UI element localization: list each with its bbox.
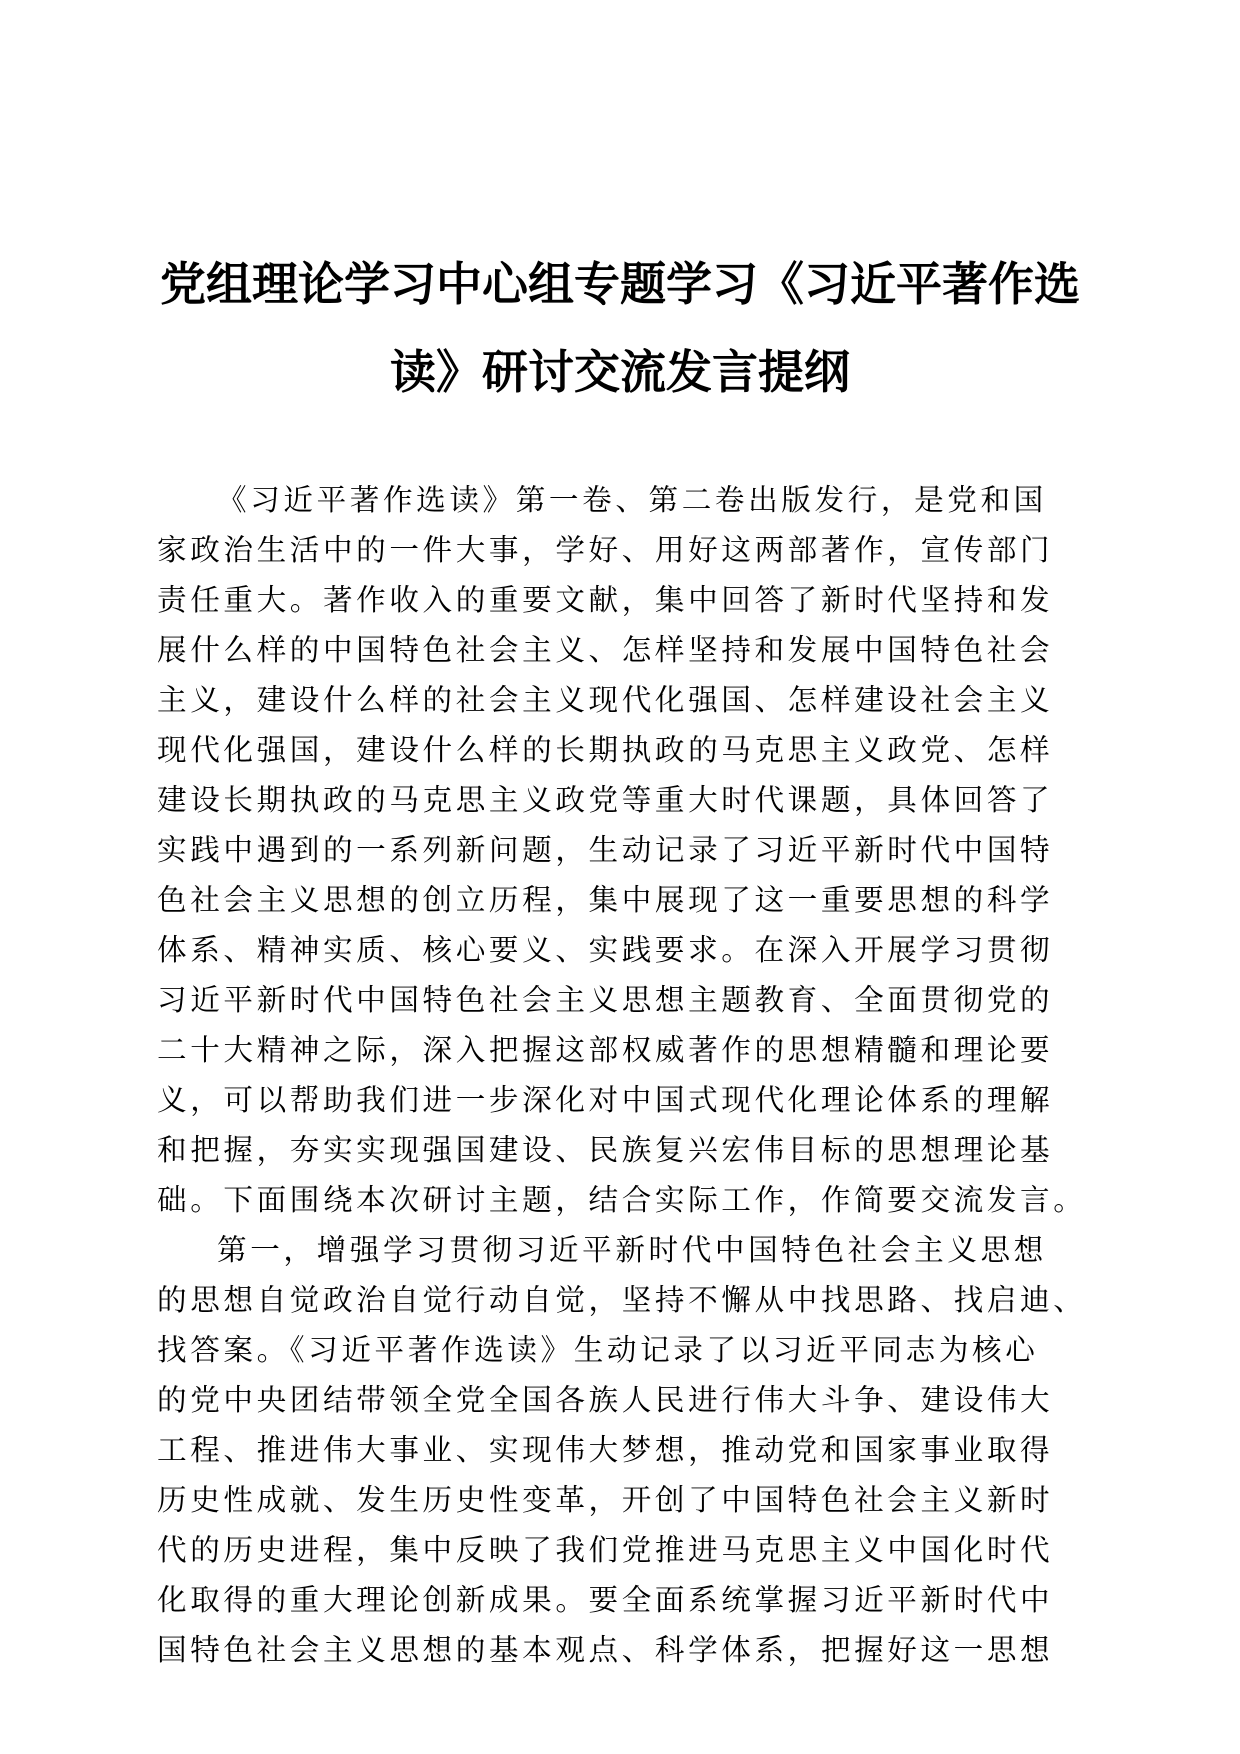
text-line: 础。下面围绕本次研讨主题，结合实际工作，作简要交流发言。 (157, 1183, 1087, 1217)
text-line: 习近平新时代中国特色社会主义思想主题教育、全面贯彻党的 (157, 983, 1054, 1017)
text-line: 国特色社会主义思想的基本观点、科学体系，把握好这一思想 (157, 1633, 1054, 1667)
paragraph-intro (157, 475, 1117, 1225)
text-line: 找答案。《习近平著作选读》生动记录了以习近平同志为核心 (157, 1333, 1039, 1367)
title-line-2: 读》研讨交流发言提纲 (390, 345, 850, 399)
text-line: 体系、精神实质、核心要义、实践要求。在深入开展学习贯彻 (157, 933, 1054, 967)
text-line: 化取得的重大理论创新成果。要全面系统掌握习近平新时代中 (157, 1583, 1054, 1617)
text-line: 《习近平著作选读》第一卷、第二卷出版发行，是党和国 (217, 483, 1047, 517)
text-line: 历史性成就、发生历史性变革，开创了中国特色社会主义新时 (157, 1483, 1054, 1517)
text-line: 二十大精神之际，深入把握这部权威著作的思想精髓和理论要 (157, 1033, 1054, 1067)
text-line: 展什么样的中国特色社会主义、怎样坚持和发展中国特色社会 (157, 633, 1054, 667)
text-line: 责任重大。著作收入的重要文献，集中回答了新时代坚持和发 (157, 583, 1054, 617)
text-line: 义，可以帮助我们进一步深化对中国式现代化理论体系的理解 (157, 1083, 1054, 1117)
text-line: 色社会主义思想的创立历程，集中展现了这一重要思想的科学 (157, 883, 1054, 917)
text-line: 代的历史进程，集中反映了我们党推进马克思主义中国化时代 (157, 1533, 1054, 1567)
text-line: 和把握，夯实实现强国建设、民族复兴宏伟目标的思想理论基 (157, 1133, 1054, 1167)
text-line: 第一，增强学习贯彻习近平新时代中国特色社会主义思想 (217, 1233, 1047, 1267)
text-line: 的党中央团结带领全党全国各族人民进行伟大斗争、建设伟大 (157, 1383, 1054, 1417)
text-line: 家政治生活中的一件大事，学好、用好这两部著作，宣传部门 (157, 533, 1054, 567)
paragraph-first-point (157, 1225, 1117, 1675)
document-title (150, 240, 1090, 416)
text-line: 实践中遇到的一系列新问题，生动记录了习近平新时代中国特 (157, 833, 1054, 867)
text-line: 工程、推进伟大事业、实现伟大梦想，推动党和国家事业取得 (157, 1433, 1054, 1467)
title-line-1: 党组理论学习中心组专题学习《习近平著作选 (160, 257, 1080, 311)
text-line: 主义，建设什么样的社会主义现代化强国、怎样建设社会主义 (157, 683, 1054, 717)
text-line: 的思想自觉政治自觉行动自觉，坚持不懈从中找思路、找启迪、 (157, 1283, 1087, 1317)
text-line: 建设长期执政的马克思主义政党等重大时代课题，具体回答了 (157, 783, 1054, 817)
document-body (157, 475, 1117, 1675)
text-line: 现代化强国，建设什么样的长期执政的马克思主义政党、怎样 (157, 733, 1054, 767)
